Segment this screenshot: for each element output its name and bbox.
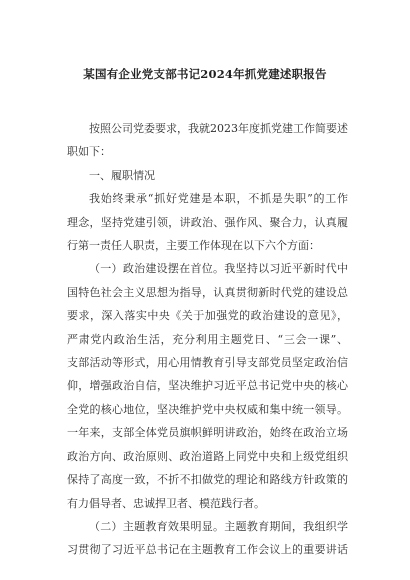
body-line: 严肃党内政治生活，充分利用主题党日、“三会一课”、 — [67, 332, 348, 346]
body-line: 支部活动等形式，用心用情教育引导支部党员坚定政治信 — [67, 356, 348, 370]
body-line: 习贯彻了习近平总书记在主题教育工作会议上的重要讲话 — [67, 543, 348, 557]
body-line: 按照公司党委要求，我就2023年度抓党建工作简要述 — [89, 122, 348, 135]
document-body — [67, 117, 348, 562]
body-line: 政治方向、政治原则、政治道路上同党中央和上级党组织 — [67, 449, 348, 463]
body-line: 一、履职情况 — [89, 168, 155, 182]
body-line: 行第一责任人职责，主要工作体现在以下六个方面： — [67, 239, 320, 253]
body-line: 职如下： — [67, 145, 111, 159]
body-line: 我始终秉承“抓好党建是本职，不抓是失职”的工作 — [89, 192, 348, 206]
body-line: 国特色社会主义思想为指导，认真贯彻新时代党的建设总 — [67, 285, 348, 299]
body-line: 理念，坚持党建引领，讲政治、强作风、聚合力，认真履 — [67, 215, 348, 229]
body-line: 有力倡导者、忠诚捍卫者、模范践行者。 — [67, 496, 265, 510]
document-title: 某国有企业党支部书记2024年抓党建述职报告 — [83, 67, 327, 81]
body-line: 要求，深入落实中央《关于加强党的政治建设的意见》， — [67, 309, 348, 323]
body-line: 一年来，支部全体党员旗帜鲜明讲政治，始终在政治立场 — [67, 426, 348, 440]
body-line: 保持了高度一致，不折不扣做党的理论和路线方针政策的 — [67, 473, 348, 487]
body-line: 全党的核心地位，坚决维护党中央权威和集中统一领导。 — [67, 402, 348, 416]
body-line: 仰，增强政治自信，坚决维护习近平总书记党中央的核心 — [67, 379, 348, 393]
body-line: （二）主题教育效果明显。主题教育期间，我组织学 — [89, 519, 348, 533]
body-line: （一）政治建设摆在首位。我坚持以习近平新时代中 — [89, 262, 348, 276]
